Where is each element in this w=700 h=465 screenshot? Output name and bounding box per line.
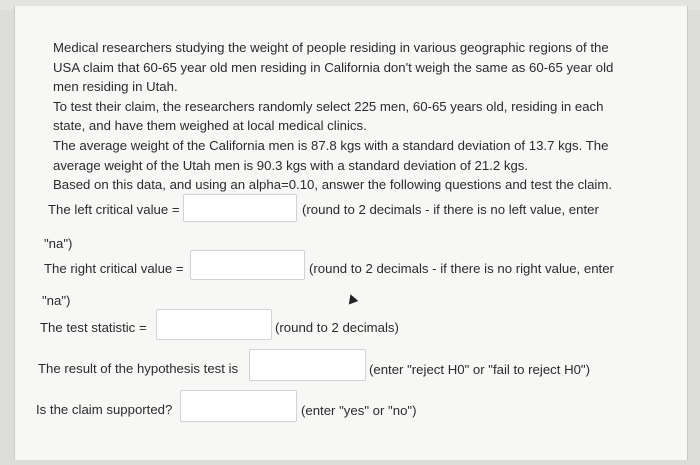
question-line: state, and have them weighed at local medical clinics. [53,118,367,134]
right-critical-hint-continued: "na") [42,293,71,308]
result-input[interactable] [249,349,366,381]
test-statistic-hint: (round to 2 decimals) [275,320,399,335]
left-critical-input[interactable] [183,194,297,222]
question-line: Based on this data, and using an alpha=0.10, answer the following questions and test the claim. [53,177,613,193]
question-line: To test their claim, the researchers randomly select 225 men, 60-65 years old, residing in each [53,98,604,114]
result-label: The result of the hypothesis test is [38,361,239,376]
left-critical-hint: (round to 2 decimals - if there is no left value, enter [302,202,599,217]
question-line: USA claim that 60-65 year old men residing in California don't weigh the same as 60-65 year old [53,59,614,75]
claim-supported-label: Is the claim supported? [36,402,173,417]
question-line: average weight of the Utah men is 90.3 kgs with a standard deviation of 21.2 kgs. [53,157,529,173]
claim-supported-input[interactable] [180,390,297,422]
question-text [53,38,643,195]
question-line: Medical researchers studying the weight of people residing in various geographic regions of the [53,40,609,55]
right-critical-label: The right critical value = [44,261,184,276]
left-critical-label: The left critical value = [48,202,180,217]
question-line: men residing in Utah. [53,79,178,95]
test-statistic-input[interactable] [156,309,272,340]
claim-supported-hint: (enter "yes" or "no") [301,403,417,418]
result-hint: (enter "reject H0" or "fail to reject H0") [369,362,591,377]
left-critical-hint-continued: "na") [44,236,73,251]
question-line: The average weight of the California men is 87.8 kgs with a standard deviation of 13.7 kgs. The [53,137,609,153]
right-critical-hint: (round to 2 decimals - if there is no right value, enter [309,261,614,276]
test-statistic-label: The test statistic = [40,320,147,335]
right-critical-input[interactable] [190,250,305,280]
